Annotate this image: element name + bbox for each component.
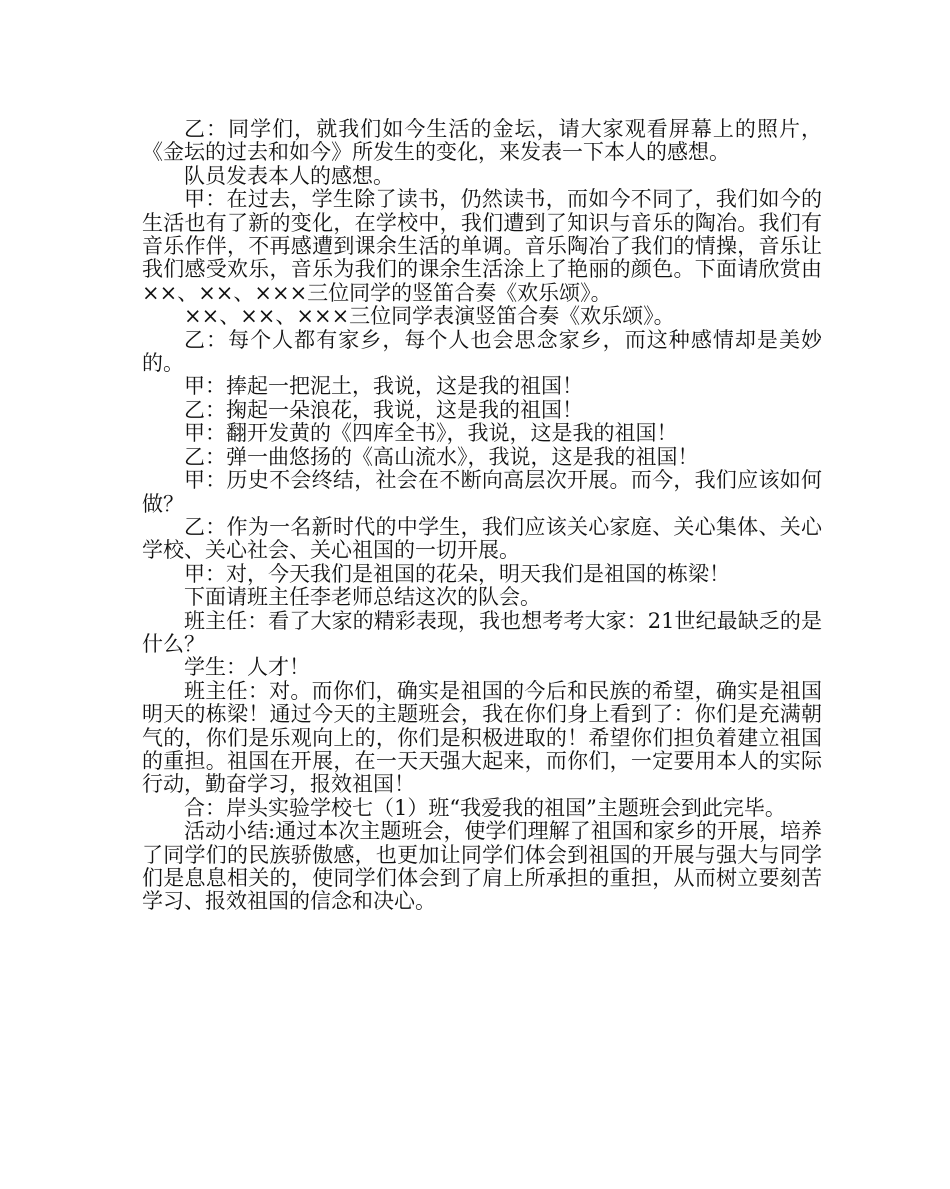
paragraph: 甲：在过去，学生除了读书，仍然读书，而如今不同了，我们如今的生活也有了新的变化，在学校中，我们遭到了知识与音乐的陶冶。我们有音乐作伴，不再感遭到课余生活的单调。音乐陶冶了我们的情操，音乐让我们感受欢乐，音乐为我们的课余生活涂上了艳丽的颜色。下面请欣赏由××、××、×××三位同学的竖笛合奏《欢乐颂》。 [142, 187, 822, 305]
paragraph: 甲：历史不会终结，社会在不断向高层次开展。而今，我们应该如何做？ [142, 468, 822, 516]
paragraph: 班主任：看了大家的精彩表现，我也想考考大家：21世纪最缺乏的是什么？ [142, 608, 822, 656]
paragraph: 甲：翻开发黄的《四库全书》，我说，这是我的祖国！ [184, 421, 678, 446]
paragraph: 学生：人才！ [184, 655, 310, 680]
paragraph: 班主任：对。而你们，确实是祖国的今后和民族的希望，确实是祖国明天的栋梁！通过今天的主题班会，我在你们身上看到了：你们是充满朝气的，你们是乐观向上的，你们是积极进取的！希望你们担负着建立祖国的重担。祖国在开展，在一天天强大起来，而你们，一定要用本人的实际行动，勤奋学习，报效祖国！ [142, 678, 822, 797]
paragraph: 队员发表本人的感想。 [184, 163, 394, 188]
paragraph: 甲：捧起一把泥土，我说，这是我的祖国！ [184, 374, 583, 399]
paragraph: 乙：每个人都有家乡，每个人也会思念家乡，而这种感情却是美妙的。 [142, 327, 822, 376]
document-body [142, 118, 822, 914]
paragraph: 乙：作为一名新时代的中学生，我们应该关心家庭、关心集体、关心学校、关心社会、关心祖国的一切开展。 [142, 514, 822, 563]
paragraph: 甲：对，今天我们是祖国的花朵，明天我们是祖国的栋梁！ [184, 561, 730, 586]
paragraph: ××、××、×××三位同学表演竖笛合奏《欢乐颂》。 [184, 304, 675, 329]
paragraph: 合：岸头实验学校七（1）班“我爱我的祖国”主题班会到此完毕。 [184, 795, 786, 820]
paragraph: 乙：同学们，就我们如今生活的金坛，请大家观看屏幕上的照片，《金坛的过去和如今》所发生的变化，来发表一下本人的感想。 [142, 117, 822, 165]
paragraph: 乙：掬起一朵浪花，我说，这是我的祖国！ [184, 397, 583, 422]
paragraph: 乙：弹一曲悠扬的《高山流水》，我说，这是我的祖国！ [184, 444, 699, 469]
paragraph: 活动小结:通过本次主题班会，使学们理解了祖国和家乡的开展，培养了同学们的民族骄傲感，也更加让同学们体会到祖国的开展与强大与同学们是息息相关的，使同学们体会到了肩上所承担的重担，从而树立要刻苦学习、报效祖国的信念和决心。 [142, 819, 822, 914]
paragraph: 下面请班主任李老师总结这次的队会。 [184, 585, 541, 610]
